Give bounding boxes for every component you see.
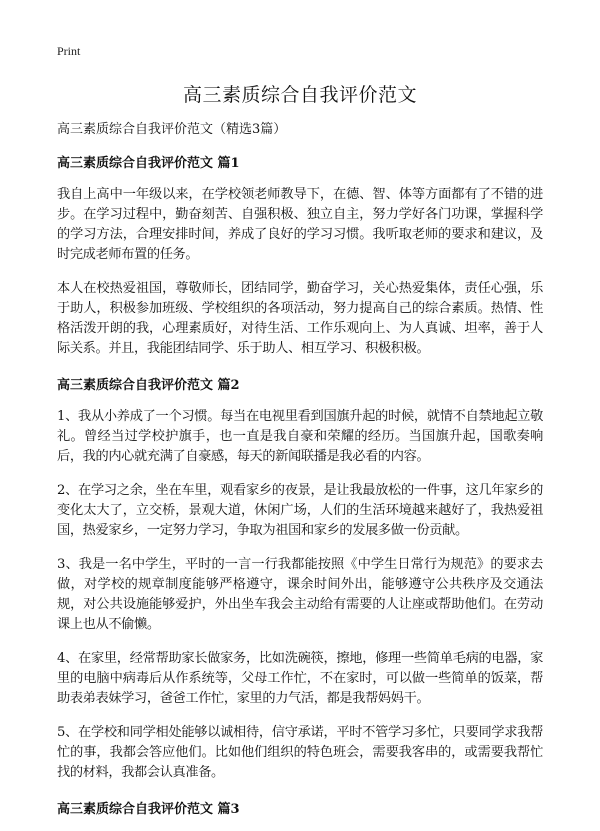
paragraph: 3、我是一名中学生，平时的一言一行我都能按照《中学生日常行为规范》的要求去做，对学校的规章制度能够严格遵守，课余时间外出，能够遵守公共秩序及交通法规，对公共设施能够爱护，外出坐车我会主动给有需要的人让座或帮助他们。在劳动课上也从不偷懒。 xyxy=(57,557,543,632)
paragraph: 2、在学习之余，坐在车里，观看家乡的夜景，是让我最放松的一件事，这几年家乡的变化太大了，立交桥，景观大道，休闲广场，人们的生活环境越来越好了，我热爱祖国，热爱家乡，一定努力学习，争取为祖国和家乡的发展多做一份贡献。 xyxy=(57,483,543,538)
print-link[interactable]: Print xyxy=(57,44,81,58)
section-heading: 高三素质综合自我评价范文 篇2 xyxy=(57,378,240,393)
paragraph: 我自上高中一年级以来，在学校领老师教导下，在德、智、体等方面都有了不错的进步。在学习过程中，勤奋刻苦、自强积极、独立自主，努力学好各门功课，掌握科学的学习方法，合理安排时间，养成了良好的学习习惯。我听取老师的要求和建议，及时完成老师布置的任务。 xyxy=(57,187,543,262)
section-heading: 高三素质综合自我评价范文 篇1 xyxy=(57,156,240,171)
paragraph: 5、在学校和同学相处能够以诚相待，信守承诺，平时不管学习多忙，只要同学求我帮忙的事，我都会答应他们。比如他们组织的特色班会，需要我客串的，或需要我帮忙找的材料，我都会认真准备。 xyxy=(57,725,543,780)
paragraph: 1、我从小养成了一个习惯。每当在电视里看到国旗升起的时候，就情不自禁地起立敬礼。曾经当过学校护旗手，也一直是我自豪和荣耀的经历。当国旗升起，国歌奏响后，我的内心就充满了自豪感，每天的新闻联播是我必看的内容。 xyxy=(57,409,543,464)
article-subtitle: 高三素质综合自我评价范文（精选3篇） xyxy=(57,122,287,137)
section-heading: 高三素质综合自我评价范文 篇3 xyxy=(57,802,240,817)
section-1 xyxy=(57,155,543,359)
paragraph: 4、在家里，经常帮助家长做家务，比如洗碗筷，擦地，修理一些简单毛病的电器，家里的电脑中病毒后从作系统等，父母工作忙，不在家时，可以做一些简单的饭菜，帮助表弟表妹学习，爸爸工作忙，家里的力气活，都是我帮妈妈干。 xyxy=(57,651,543,706)
page-title: 高三素质综合自我评价范文 xyxy=(182,84,417,106)
section-2 xyxy=(57,377,543,783)
article-body xyxy=(57,121,543,831)
paragraph: 本人在校热爱祖国，尊敬师长，团结同学，勤奋学习，关心热爱集体，责任心强，乐于助人，积极参加班级、学校组织的各项活动，努力提高自己的综合素质。热情、性格活泼开朗的我，心理素质好，对待生活、工作乐观向上、为人真诚、坦率，善于人际关系。并且，我能团结同学、乐于助人、相互学习、积极积极。 xyxy=(57,281,543,356)
section-3 xyxy=(57,801,543,819)
